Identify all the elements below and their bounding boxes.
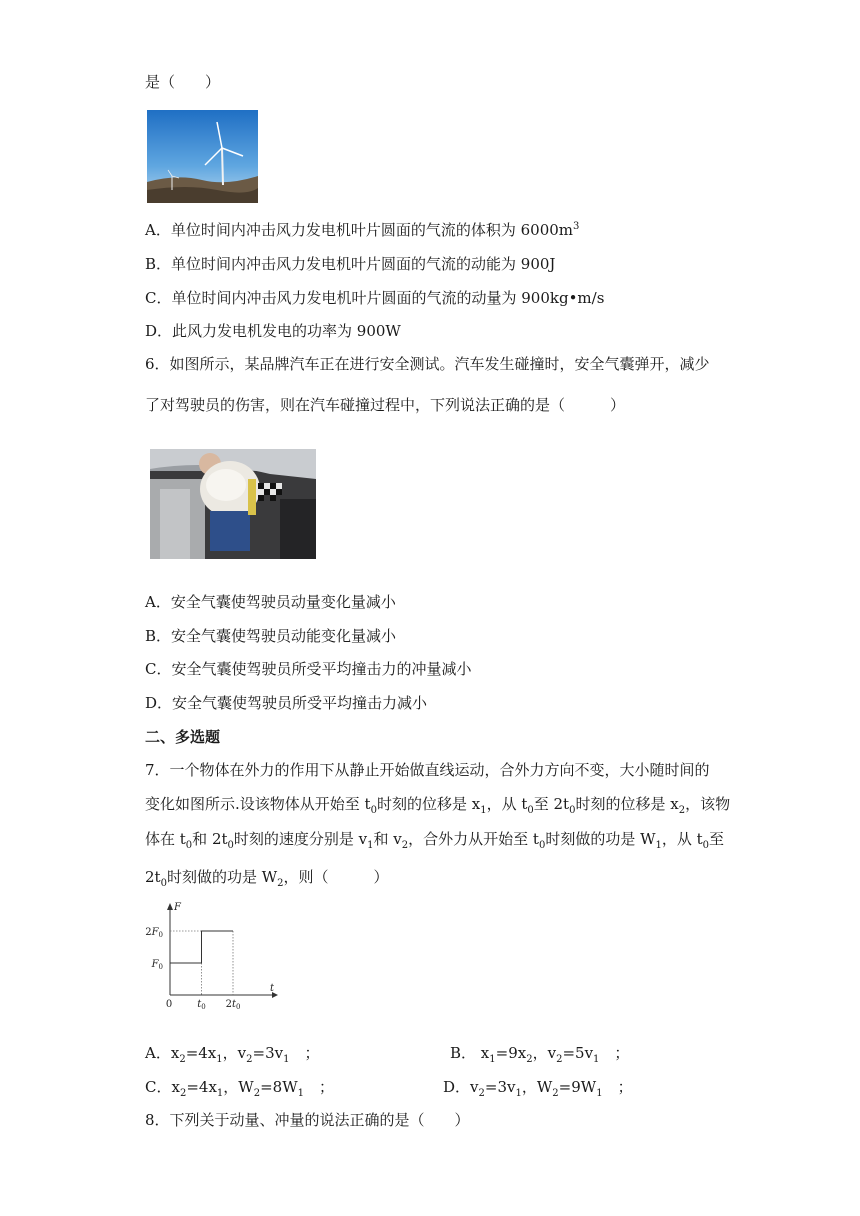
q5-option-a: A．单位时间内冲击风力发电机叶片圆面的气流的体积为 $6000m^3$ xyxy=(145,221,580,239)
q7-stem-line2: 变化如图所示.设该物体从开始至 $t_0$时刻的位移是 $x_1$，从 $t_0$至 $2t_0$时刻的位移是 $x_2$，该物 xyxy=(145,795,731,816)
force-series-line xyxy=(170,931,233,963)
x-tick-2t0: $2t_0$ xyxy=(225,999,241,1011)
q6-option-d: D．安全气囊使驾驶员所受平均撞击力减小 xyxy=(145,694,428,712)
y-tick-f0: $F_0$ xyxy=(151,959,163,971)
q7-option-c: C．$x_2=4x_1$，$W_2=8W_1$ ； xyxy=(145,1078,334,1099)
q8-stem: 8．下列关于动量、冲量的说法正确的是（ ） xyxy=(145,1111,470,1129)
airbag-crash-test-photo xyxy=(150,449,316,559)
q6-option-b: B．安全气囊使驾驶员动能变化量减小 xyxy=(145,627,397,645)
q6-option-a: A．安全气囊使驾驶员动量变化量减小 xyxy=(145,593,396,611)
force-time-graph xyxy=(145,898,278,1011)
q7-option-d: D．$v_2=3v_1$，$W_2=9W_1$ ； xyxy=(443,1078,633,1099)
q7-stem-line3: 体在 $t_0$和 $2t_0$时刻的速度分别是 $v_1$和 $v_2$，合外力从开始至 $t_0$时刻做的功是 $W_1$，从 $t_0$至 xyxy=(145,830,725,851)
q5-option-b: B．单位时间内冲击风力发电机叶片圆面的气流的动能为 900J xyxy=(145,255,556,273)
q6-stem-line1: 6．如图所示，某品牌汽车正在进行安全测试。汽车发生碰撞时，安全气囊弹开，减少 xyxy=(145,355,710,373)
y-axis-label: F xyxy=(174,902,181,913)
origin-label: 0 xyxy=(165,999,173,1010)
y-axis-arrow xyxy=(167,903,173,910)
q5-option-d: D．此风力发电机发电的功率为 900W xyxy=(145,322,401,340)
section-heading-multiple-choice: 二、多选题 xyxy=(145,728,221,746)
q7-option-b: B． $x_1=9x_2$，$v_2=5v_1$ ； xyxy=(450,1044,630,1065)
q5-tail: 是（ ） xyxy=(145,73,221,91)
q7-option-a: A．$x_2=4x_1$，$v_2=3v_1$ ； xyxy=(145,1044,320,1065)
x-tick-t0: $t_0$ xyxy=(197,999,206,1011)
q7-stem-line4: $2t_0$时刻做的功是 $W_2$，则（ ） xyxy=(145,868,389,889)
x-axis-label: t xyxy=(269,983,275,994)
q6-stem-line2: 了对驾驶员的伤害，则在汽车碰撞过程中，下列说法正确的是（ ） xyxy=(145,396,626,414)
wind-turbine-photo xyxy=(147,110,258,203)
q6-option-c: C．安全气囊使驾驶员所受平均撞击力的冲量减小 xyxy=(145,660,472,678)
q7-stem-line1: 7．一个物体在外力的作用下从静止开始做直线运动，合外力方向不变，大小随时间的 xyxy=(145,761,710,779)
q5-option-c: C．单位时间内冲击风力发电机叶片圆面的气流的动量为 900kg•m/s xyxy=(145,289,605,307)
y-tick-2f0: $2F_0$ xyxy=(145,927,163,939)
